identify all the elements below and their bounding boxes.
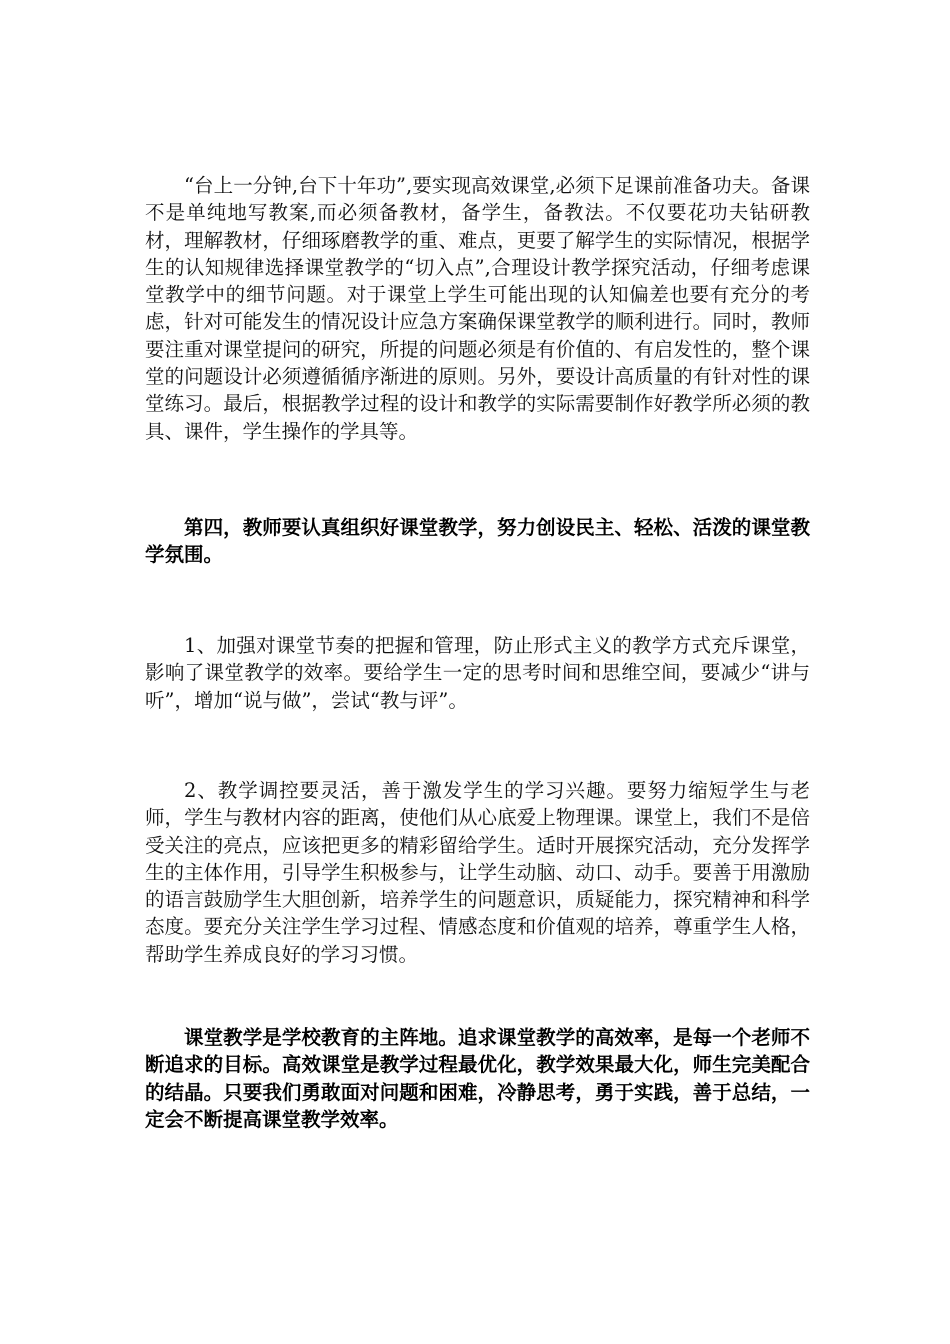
paragraph-item-1: 1、加强对课堂节奏的把握和管理，防止形式主义的教学方式充斥课堂，影响了课堂教学的效率。要给学生一定的思考时间和思维空间，要减少“讲与听”，增加“说与做”，尝试“教与评”。 <box>145 634 810 712</box>
paragraph-lesson-preparation: “台上一分钟,台下十年功”,要实现高效课堂,必须下足课前准备功夫。备课不是单纯地写教案,而必须备教材，备学生，备教法。不仅要花功夫钻研教材，理解教材，仔细琢磨教学的重、难点，更要了解学生的实际情况，根据学生的认知规律选择课堂教学的“切入点”,合理设计教学探究活动，仔细考虑课堂教学中的细节问题。对于课堂上学生可能出现的认知偏差也要有充分的考虑，针对可能发生的情况设计应急方案确保课堂教学的顺利进行。同时，教师要注重对课堂提问的研究，所提的问题必须是有价值的、有启发性的，整个课堂的问题设计必须遵循循序渐进的原则。另外，要设计高质量的有针对性的课堂练习。最后，根据教学过程的设计和教学的实际需要制作好教学所必须的教具、课件，学生操作的学具等。 <box>145 174 810 443</box>
heading-point-four: 第四，教师要认真组织好课堂教学，努力创设民主、轻松、活泼的课堂教学氛围。 <box>145 516 810 567</box>
paragraph-item-2: 2、教学调控要灵活，善于激发学生的学习兴趣。要努力缩短学生与老师，学生与教材内容的距离，使他们从心底爱上物理课。课堂上，我们不是倍受关注的亮点，应该把更多的精彩留给学生。适时开展探究活动，充分发挥学生的主体作用，引导学生积极参与，让学生动脑、动口、动手。要善于用激励的语言鼓励学生大胆创新，培养学生的问题意识，质疑能力，探究精神和科学态度。要充分关注学生学习过程、情感态度和价值观的培养，尊重学生人格，帮助学生养成良好的学习习惯。 <box>145 779 810 966</box>
paragraph-conclusion: 课堂教学是学校教育的主阵地。追求课堂教学的高效率，是每一个老师不断追求的目标。高效课堂是教学过程最优化，教学效果最大化，师生完美配合的结晶。只要我们勇敢面对问题和困难，冷静思考，勇于实践，善于总结，一定会不断提高课堂教学效率。 <box>145 1026 810 1131</box>
